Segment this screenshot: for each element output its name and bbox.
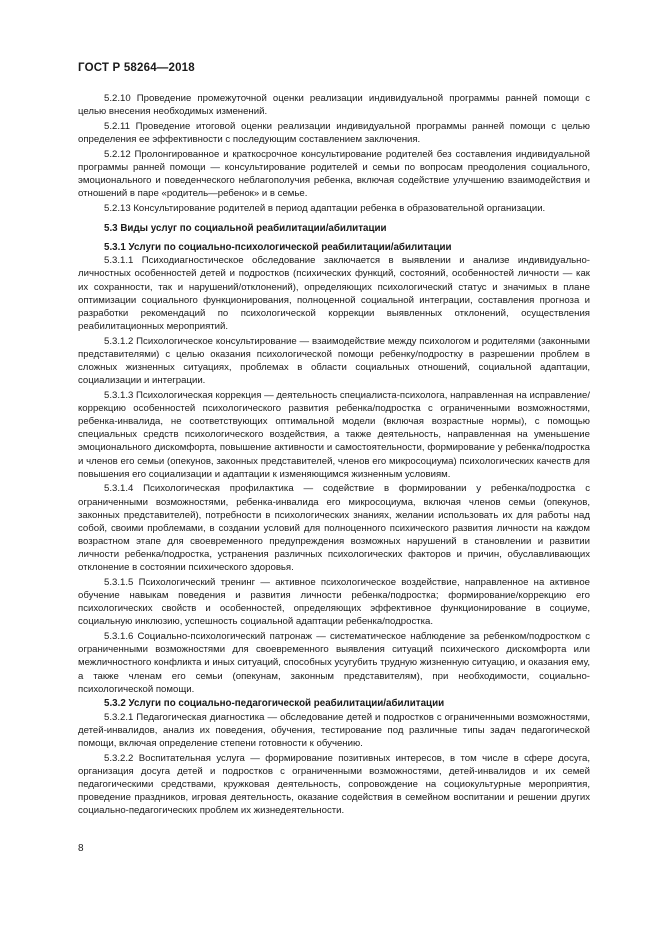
paragraph-5-3-2-2: 5.3.2.2 Воспитательная услуга — формирование позитивных интересов, в том числе в сфере досуга, организация досуга детей и подростков с ограниченными возможностями, детей-инвалидов и их семей педагогическими средствами, кружковая деятельность, сопровождение на социокультурные мероприятия, проведение праздников, игровая деятельность, оказание содействия в семейном воспитании и решении других социально-педагогических проблем их жизнедеятельности. bbox=[78, 752, 590, 817]
paragraph-5-2-11: 5.2.11 Проведение итоговой оценки реализации индивидуальной программы ранней помощи с целью определения ее эффективности с последующим составлением заключения. bbox=[78, 120, 590, 145]
subsection-heading-5-3-2: 5.3.2 Услуги по социально-педагогической реабилитации/абилитации bbox=[104, 698, 445, 710]
section-heading-5-3: 5.3 Виды услуг по социальной реабилитации/абилитации bbox=[104, 222, 387, 234]
paragraph-5-2-12: 5.2.12 Пролонгированное и краткосрочное консультирование родителей без составления индивидуальной программы ранней помощи — консультирование родителей и семьи по вопросам преодоления социального, эмоционального и поведенческого неблагополучия ребенка, включая содействие улучшению взаимодействия и отношений в паре «родитель—ребенок» и в семье. bbox=[78, 148, 590, 200]
paragraph-5-3-1-3: 5.3.1.3 Психологическая коррекция — деятельность специалиста-психолога, направленная на исправление/коррекцию особенностей психологического развития ребенка/подростка с ограниченными возможностями, ребенка-инвалида, не соответствующих оптимальной модели (включая возрастные нормы), с помощью специальных средств психологического воздействия, а также деятельность, направленная на уменьшение эмоционального дискомфорта, повышение активности и самостоятельности, формирование у ребенка/подростка и членов его семьи (опекунов, законных представителей, членов его микросоциума) психологических качеств для повышения его социализации и адаптации к изменяющимся жизненным условиям. bbox=[78, 389, 590, 480]
paragraph-5-3-1-5: 5.3.1.5 Психологический тренинг — активное психологическое воздействие, направленное на активное обучение навыкам поведения и развития личности ребенка/подростка; формирование/коррекцию его психологических свойств и особенностей, определяющих эффективное функционирование в социуме, социальную инклюзию, успешность социальной адаптации ребенка/подростка. bbox=[78, 576, 590, 628]
paragraph-5-3-1-1: 5.3.1.1 Психодиагностическое обследование заключается в выявлении и анализе индивидуально-личностных особенностей детей и подростков (психических функций, состояний, особенностей личности — как их сохранности, так и нарушений/отклонений), определяющих психологический статус и значимых в плане оптимизации социального функционирования, полноценной социальной интеграции, составления прогноза и разработки рекомендаций по психологической коррекции выявленных отклонений, осуществления реабилитационных мероприятий. bbox=[78, 255, 590, 332]
paragraph-5-3-1-2: 5.3.1.2 Психологическое консультирование — взаимодействие между психологом и родителями (законными представителями) с целью оказания психологической помощи ребенку/подростку в разрешении проблем в сложных жизненных ситуациях, проблемах в области социальных отношений, социальной адаптации, социализации и интеграции. bbox=[78, 335, 590, 387]
paragraph-5-2-10: 5.2.10 Проведение промежуточной оценки реализации индивидуальной программы ранней помощи с целью внесения необходимых изменений. bbox=[78, 93, 590, 118]
page-number: 8 bbox=[78, 843, 84, 854]
subsection-heading-5-3-1: 5.3.1 Услуги по социально-психологической реабилитации/абилитации bbox=[104, 242, 452, 254]
paragraph-5-2-13: 5.2.13 Консультирование родителей в период адаптации ребенка в образовательной организации. bbox=[104, 202, 546, 214]
paragraph-5-3-1-6: 5.3.1.6 Социально-психологический патронаж — систематическое наблюдение за ребенком/подростком с ограниченными возможностями для своевременного выявления ситуаций психического дискомфорта или межличностного конфликта и иных ситуаций, способных усугубить трудную жизненную ситуацию, и оказания ему, а также членам его семьи (опекунам, законным представителям), при необходимости, социально-психологической помощи. bbox=[78, 631, 590, 695]
document-body bbox=[78, 92, 590, 819]
paragraph-5-3-2-1: 5.3.2.1 Педагогическая диагностика — обследование детей и подростков с ограниченными возможностями, детей-инвалидов, анализ их поведения, обучения, тестирование под различные типы задач педагогической помощи, включая определение степени готовности к обучению. bbox=[78, 711, 590, 749]
paragraph-5-3-1-4: 5.3.1.4 Психологическая профилактика — содействие в формировании у ребенка/подростка с ограниченными возможностями, ребенка-инвалида его микросоциума, включая членов семьи (опекунов, законных представителей), потребности в психологических знаниях, желании использовать их для работы над собой, своими проблемами, в создании условий для полноценного психического развития личности на каждом возрастном этапе для своевременного предупреждения возможных нарушений в становлении и развитии личности ребенка/подростка, устранения различных психологических факторов и причин, обуславливающих отклонение в состоянии психического здоровья. bbox=[78, 483, 590, 574]
document-header: ГОСТ Р 58264—2018 bbox=[78, 62, 195, 74]
